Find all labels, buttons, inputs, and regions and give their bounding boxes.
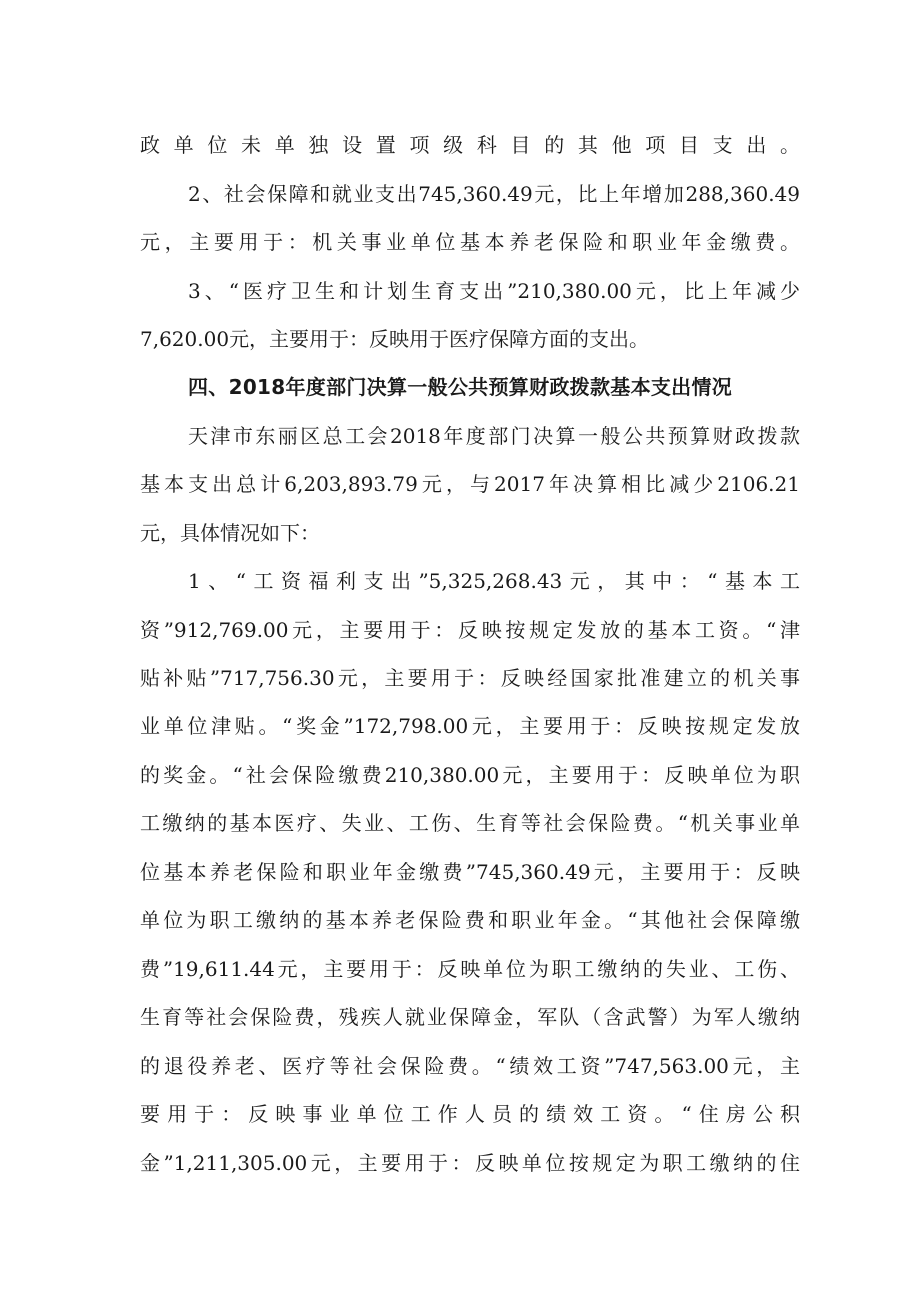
text-line: 生育等社会保险费，残疾人就业保障金，军队（含武警）为军人缴纳 (140, 1005, 800, 1029)
text-line: 元，主要用于：机关事业单位基本养老保险和职业年金缴费。 (140, 230, 800, 254)
text-line: 业单位津贴。“奖金”172,798.00元，主要用于：反映按规定发放 (140, 714, 800, 738)
text-line: 1、“工资福利支出”5,325,268.43元，其中：“基本工 (188, 569, 800, 593)
text-line: 3、“医疗卫生和计划生育支出”210,380.00元，比上年减少 (188, 279, 800, 303)
text-line: 7,620.00元，主要用于：反映用于医疗保障方面的支出。 (140, 327, 650, 351)
text-line: 金”1,211,305.00元，主要用于：反映单位按规定为职工缴纳的住 (140, 1151, 800, 1175)
text-line: 要用于：反映事业单位工作人员的绩效工资。“住房公积 (140, 1102, 800, 1126)
text-line: 基本支出总计6,203,893.79元，与2017年决算相比减少2106.21 (140, 472, 800, 496)
section-heading: 四、2018年度部门决算一般公共预算财政拨款基本支出情况 (188, 375, 733, 399)
text-line: 的奖金。“社会保险缴费210,380.00元，主要用于：反映单位为职 (140, 763, 800, 787)
text-line: 政单位未单独设置项级科目的其他项目支出。 (140, 133, 800, 157)
text-line: 2、社会保障和就业支出745,360.49元，比上年增加288,360.49 (188, 182, 800, 206)
text-line: 天津市东丽区总工会2018年度部门决算一般公共预算财政拨款 (188, 424, 800, 448)
text-line: 贴补贴”717,756.30元，主要用于：反映经国家批准建立的机关事 (140, 666, 800, 690)
text-line: 工缴纳的基本医疗、失业、工伤、生育等社会保险费。“机关事业单 (140, 811, 800, 835)
text-line: 单位为职工缴纳的基本养老保险费和职业年金。“其他社会保障缴 (140, 908, 800, 932)
text-line: 位基本养老保险和职业年金缴费”745,360.49元，主要用于：反映 (140, 860, 800, 884)
text-line: 元，具体情况如下： (140, 521, 320, 545)
text-line: 的退役养老、医疗等社会保险费。“绩效工资”747,563.00元，主 (140, 1054, 800, 1078)
text-line: 资”912,769.00元，主要用于：反映按规定发放的基本工资。“津 (140, 618, 800, 642)
text-line: 费”19,611.44元，主要用于：反映单位为职工缴纳的失业、工伤、 (140, 957, 800, 981)
